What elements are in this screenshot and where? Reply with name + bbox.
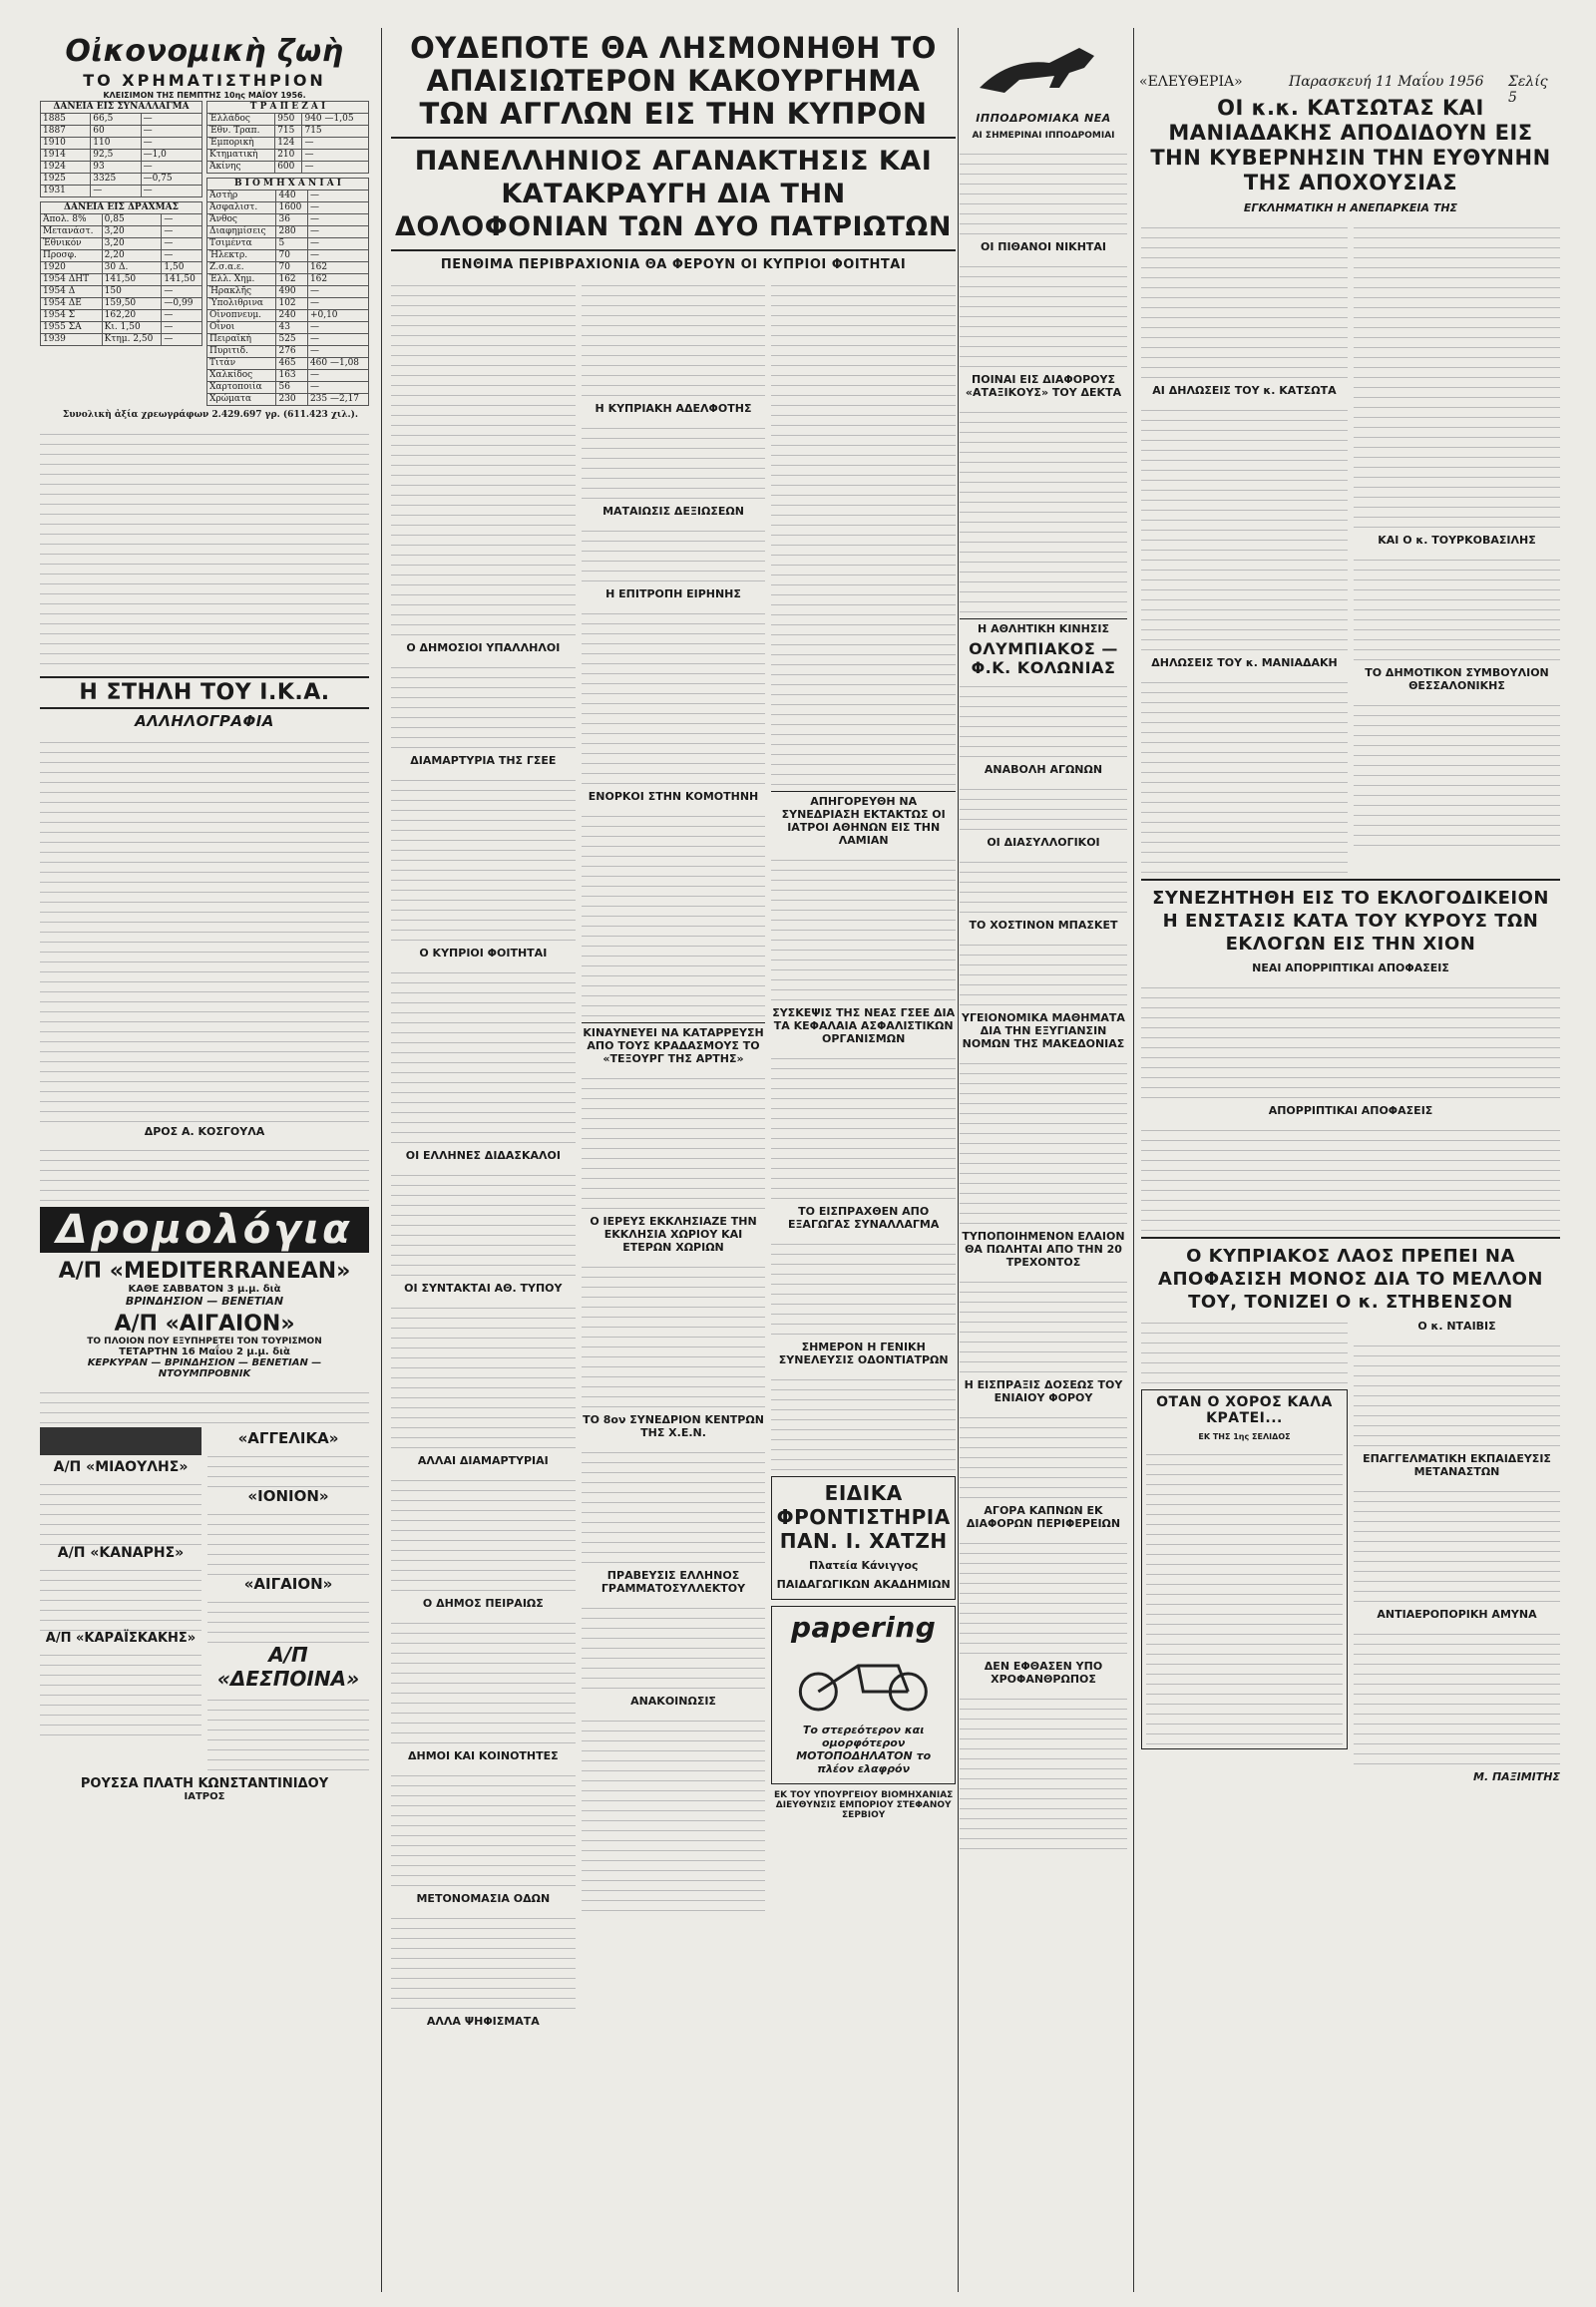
main-headline: ΟΥΔΕΠΟΤΕ ΘΑ ΛΗΣΜΟΝΗΘΗ ΤΟ ΑΠΑΙΣΙΩΤΕΡΟΝ ΚΑΚΟΥΡΓΗΜΑ ΤΩΝ ΑΓΓΛΩΝ ΕΙΣ ΤΗΝ ΚΥΠΡΟΝ xyxy=(410,31,937,131)
boxed-headline: ΠΡΑΒΕΥΣΙΣ ΕΛΛΗΝΟΣ ΓΡΑΜΜΑΤΟΣΥΛΛΕΚΤΟΥ xyxy=(600,1569,746,1595)
ika-column-title: Η ΣΤΗΛΗ ΤΟΥ Ι.Κ.Α. xyxy=(40,676,369,709)
article-text xyxy=(582,604,766,784)
divider xyxy=(1141,879,1560,881)
article-text xyxy=(582,1599,766,1689)
article-text xyxy=(391,1909,576,2009)
divider xyxy=(391,249,956,251)
article-column xyxy=(771,276,956,2032)
section-head: ΟΙ ΕΛΛΗΝΕΣ ΔΙΔΑΣΚΑΛΟΙ xyxy=(405,1149,561,1162)
article-text xyxy=(1141,1121,1560,1231)
doctor-ad-title: ΙΑΤΡΟΣ xyxy=(184,1791,225,1802)
section-head: ΤΟ ΧΟΣΤΙΝΟΝ ΜΠΑΣΚΕΤ xyxy=(969,919,1118,932)
politics-subheadline: ΕΓΚΛΗΜΑΤΙΚΗ Η ΑΝΕΠΑΡΚΕΙΑ ΤΗΣ xyxy=(1243,201,1458,214)
routes-banner: Δρομολόγια xyxy=(40,1207,369,1253)
boxed-headline: ΤΟ 8ον ΣΥΝΕΔΡΙΟΝ ΚΕΝΤΡΩΝ ΤΗΣ Χ.Ε.Ν. xyxy=(583,1413,764,1439)
dance-box-sub: ΕΚ ΤΗΣ 1ης ΣΕΛΙΔΟΣ xyxy=(1198,1432,1291,1441)
article-text xyxy=(771,1049,956,1199)
ship-details xyxy=(40,1475,201,1545)
article-column xyxy=(582,276,766,2032)
ship-details xyxy=(207,1505,369,1575)
section-head: ΟΙ ΔΙΑΣΥΛΛΟΓΙΚΟΙ xyxy=(987,836,1100,849)
article-text xyxy=(1354,551,1560,660)
section-head: ΜΑΤΑΙΩΣΙΣ ΔΕΞΙΩΣΕΩΝ xyxy=(602,505,744,518)
page-number: Σελίς 5 xyxy=(1508,74,1548,106)
cyprus-stevenson-headline: Ο ΚΥΠΡΙΑΚΟΣ ΛΑΟΣ ΠΡΕΠΕΙ ΝΑ ΑΠΟΦΑΣΙΣΗ ΜΟΝΟΣ ΔΙΑ ΤΟ ΜΕΛΛΟΝ ΤΟΥ, ΤΟΝΙΖΕΙ Ο κ. ΣΤΗΒΕΝΣΟΝ xyxy=(1158,1246,1543,1313)
article-text xyxy=(391,771,576,941)
section-head: Ο κ. ΝΤΑΙΒΙΣ xyxy=(1417,1320,1496,1333)
section-head: Η ΚΥΠΡΙΑΚΗ ΑΔΕΛΦΟΤΗΣ xyxy=(595,402,752,415)
article-text xyxy=(1146,1445,1343,1744)
article-text xyxy=(960,853,1127,913)
ship-kanaris: Α/Π «ΚΑΝΑΡΗΣ» xyxy=(57,1545,185,1561)
column-rule xyxy=(381,28,382,2292)
section-head: Ο ΔΗΜΟΣΙΟΙ ΥΠΑΛΛΗΛΟΙ xyxy=(406,641,561,654)
doctor-ad-name: ΡΟΥΣΣΑ ΠΛΑΤΗ ΚΩΝΣΤΑΝΤΙΝΙΔΟΥ xyxy=(80,1776,329,1791)
section-head: ΑΝΤΙΑΕΡΟΠΟΡΙΚΗ ΑΜΥΝΑ xyxy=(1377,1608,1537,1621)
section-head: ΕΝΟΡΚΟΙ ΣΤΗΝ ΚΟΜΟΤΗΝΗ xyxy=(588,790,759,803)
stevenson-article xyxy=(1141,1314,1560,1787)
article-text xyxy=(582,522,766,581)
article-text xyxy=(391,1299,576,1448)
paper-name: «ΕΛΕΥΘΕΡΙΑ» xyxy=(1139,74,1243,90)
article-text xyxy=(391,658,576,748)
boxed-headline: ΣΥΣΚΕΨΙΣ ΤΗΣ ΝΕΑΣ ΓΣΕΕ ΔΙΑ ΤΑ ΚΕΦΑΛΑΙΑ ΑΣΦΑΛΙΣΤΙΚΩΝ ΟΡΓΑΝΙΣΜΩΝ xyxy=(772,1006,956,1045)
total-value: Συνολικὴ ἀξία χρεωγράφων 2.429.697 γρ. (611.423 χιλ.). xyxy=(62,410,359,420)
ship-aigaion-2: «ΑΙΓΑΙΟΝ» xyxy=(243,1575,333,1593)
ship-tagline: ΤΟ ΠΛΟΙΟΝ ΠΟΥ ΕΞΥΠΗΡΕΤΕΙ ΤΟΝ ΤΟΥΡΙΣΜΟΝ xyxy=(87,1337,322,1346)
stock-exchange-title: ΤΟ ΧΡΗΜΑΤΙΣΤΗΡΙΟΝ xyxy=(83,71,326,90)
section-head: ΕΠΑΓΓΕΛΜΑΤΙΚΗ ΕΚΠΑΙΔΕΥΣΙΣ ΜΕΤΑΝΑΣΤΩΝ xyxy=(1363,1452,1551,1478)
footer-notice: ΕΚ ΤΟΥ ΥΠΟΥΡΓΕΙΟΥ ΒΙΟΜΗΧΑΝΙΑΣ ΔΙΕΥΘΥΝΣΙΣ ΕΜΠΟΡΙΟΥ ΣΤΕΦΑΝΟΥ ΣΕΡΒΙΟΥ xyxy=(774,1790,954,1820)
section-head: ΑΛΛΑΙ ΔΙΑΜΑΡΤΥΡΙΑΙ xyxy=(417,1454,549,1467)
finance-text-block xyxy=(40,425,369,672)
article-text xyxy=(1354,696,1560,846)
horse-racing-sub: ΑΙ ΣΗΜΕΡΙΝΑΙ ΙΠΠΟΔΡΟΜΙΑΙ xyxy=(972,131,1115,141)
industry-table: Β Ι Ο Μ Η Χ Α Ν Ι Α Ι Ἀστὴρ 440 — Ἀσφαλιστ. 1600 — Ἄνθος 36 — Διαφημίσεις 280 — Τσιμέντα 5 — Ἠλεκτρ. 70 — Ζ.σ.α.ε. 70 162 Ἐλλ. Χημ. 162 162 Ἡρακλῆς 490 — Ὑπολιθρινα 102 — Οἰνοπνευμ. 240 +0,10 Οἶνοι 43 — Πειραϊκὴ 525 — Πυριτιδ. 276 — Τιτάν 465 460 —1,08 Χαλκίδος 163 — Χαρτοποιία 56 — Χρώματα 230 235 —2,17 xyxy=(206,178,369,406)
ship-details xyxy=(207,1593,369,1643)
article-text xyxy=(960,1273,1127,1372)
closing-line: ΚΛΕΙΣΙΜΟΝ ΤΗΣ ΠΕΜΠΤΗΣ 10ης ΜΑΪΟΥ 1956. xyxy=(103,91,306,100)
ika-signature: ΔΡΟΣ Α. ΚΟΣΓΟΥΛΑ xyxy=(144,1125,265,1138)
divider xyxy=(391,137,956,139)
article-text xyxy=(391,1471,576,1591)
article-text xyxy=(391,1166,576,1276)
article-text xyxy=(960,145,1127,234)
divider xyxy=(1141,1237,1560,1239)
article-text xyxy=(960,403,1127,612)
section-head: Η ΑΘΛΗΤΙΚΗ ΚΙΝΗΣΙΣ xyxy=(960,618,1127,635)
section-head: ΤΥΠΟΠΟΙΗΜΕΝΟΝ ΕΛΑΙΟΝ ΘΑ ΠΩΛΗΤΑΙ ΑΠΟ ΤΗΝ 20 ΤΡΕΧΟΝΤΟΣ xyxy=(962,1230,1125,1269)
boxed-headline: ΑΝΑΚΟΙΝΩΣΙΣ xyxy=(630,1695,716,1708)
section-head: ΑΛΛΑ ΨΗΦΙΣΜΑΤΑ xyxy=(426,2015,540,2028)
article-text xyxy=(582,276,766,396)
section-head: ΥΓΕΙΟΝΟΜΙΚΑ ΜΑΘΗΜΑΤΑ ΔΙΑ ΤΗΝ ΕΞΥΓΙΑΝΣΙΝ ΝΟΜΩΝ ΤΗΣ ΜΑΚΕΔΟΝΙΑΣ xyxy=(962,1011,1125,1050)
finance-title: Οἰκονομικὴ ζωὴ xyxy=(65,34,344,69)
section-head: ΔΙΑΜΑΡΤΥΡΙΑ ΤΗΣ ΓΣΕΕ xyxy=(410,754,557,767)
article-text xyxy=(771,1235,956,1335)
ship-details xyxy=(207,1691,369,1770)
article-text xyxy=(391,963,576,1143)
ship-karaiskakis: Α/Π «ΚΑΡΑΪΣΚΑΚΗΣ» xyxy=(45,1631,197,1646)
article-text xyxy=(1141,978,1560,1098)
chios-headline: ΣΥΝΕΖΗΤΗΘΗ ΕΙΣ ΤΟ ΕΚΛΟΓΟΔΙΚΕΙΟΝ Η ΕΝΣΤΑΣΙΣ ΚΑΤΑ ΤΟΥ ΚΥΡΟΥΣ ΤΩΝ ΕΚΛΟΓΩΝ ΕΙΣ ΤΗΝ ΧΙΟΝ xyxy=(1152,888,1549,955)
stock-tables xyxy=(40,101,369,406)
section-head: ΤΟ ΔΗΜΟΤΙΚΟΝ ΣΥΜΒΟΥΛΙΟΝ ΘΕΣΣΑΛΟΝΙΚΗΣ xyxy=(1365,666,1549,692)
papering-ad-tagline: Το στερεότερον και ομορφότερον ΜΟΤΟΠΟΔΗΛΑΤΟΝ το πλέον ελαφρόν xyxy=(796,1724,932,1775)
papering-ad-logo: papering xyxy=(791,1611,937,1644)
section-head: Η ΕΠΙΤΡΟΠΗ ΕΙΡΗΝΗΣ xyxy=(605,587,741,600)
article-text xyxy=(960,1408,1127,1498)
article-text xyxy=(1354,1625,1560,1764)
article-text xyxy=(960,1534,1127,1654)
ika-text-block xyxy=(40,733,369,1122)
article-text xyxy=(1141,218,1348,378)
chios-subheadline: ΝΕΑΙ ΑΠΟΡΡΙΠΤΙΚΑΙ ΑΠΟΦΑΣΕΙΣ xyxy=(1252,961,1449,974)
dance-box-title: ΟΤΑΝ Ο ΧΟΡΟΣ ΚΑΛΑ ΚΡΑΤΕΙ... xyxy=(1156,1394,1333,1426)
third-headline: ΠΕΝΘΙΜΑ ΠΕΡΙΒΡΑΧΙΟΝΙΑ ΘΑ ΦΕΡΟΥΝ ΟΙ ΚΥΠΡΙΟΙ ΦΟΙΤΗΤΑΙ xyxy=(440,257,907,272)
article-text xyxy=(960,677,1127,757)
dance-box xyxy=(1141,1389,1348,1749)
article-text xyxy=(582,1069,766,1209)
second-headline: ΠΑΝΕΛΛΗΝΙΟΣ ΑΓΑΝΑΚΤΗΣΙΣ ΚΑΙ ΚΑΤΑΚΡΑΥΓΗ ΔΙΑ ΤΗΝ ΔΟΛΟΦΟΝΙΑΝ ΤΩΝ ΔΥΟ ΠΑΤΡΙΩΤΩΝ xyxy=(395,146,952,242)
section-head: ΜΕΤΟΝΟΜΑΣΙΑ ΟΔΩΝ xyxy=(416,1892,551,1905)
ship-details xyxy=(40,1646,201,1735)
column-sports xyxy=(960,28,1127,2292)
cyprus-article xyxy=(391,276,956,2032)
article-text xyxy=(960,936,1127,1005)
ship-aigaion: Α/Π «ΑΙΓΑΙΟΝ» xyxy=(114,1312,295,1337)
section-head: Η ΕΙΣΠΡΑΞΙΣ ΔΟΣΕΩΣ ΤΟΥ ΕΝΙΑΙΟΥ ΦΟΡΟΥ xyxy=(964,1378,1123,1404)
tutoring-ad-academy: ΠΑΙΔΑΓΩΓΙΚΩΝ ΑΚΑΔΗΜΙΩΝ xyxy=(776,1578,951,1591)
column-finance xyxy=(40,28,369,2292)
section-head: ΑΠΟΡΡΙΠΤΙΚΑΙ ΑΠΟΦΑΣΕΙΣ xyxy=(1268,1104,1433,1117)
article-text xyxy=(391,1766,576,1886)
article-text xyxy=(1354,1482,1560,1602)
ika-text-block-2 xyxy=(40,1141,369,1201)
column-rule xyxy=(1133,28,1134,2292)
ship-mediterranean: Α/Π «MEDITERRANEAN» xyxy=(58,1259,351,1284)
column-cyprus xyxy=(391,28,956,2292)
article-column xyxy=(1141,218,1348,873)
tutoring-ad xyxy=(771,1476,956,1600)
section-head: ΟΙ ΣΥΝΤΑΚΤΑΙ ΑΘ. ΤΥΠΟΥ xyxy=(404,1282,563,1295)
issue-date: Παρασκευή 11 Μαΐου 1956 xyxy=(1289,74,1484,90)
drachma-loans-table: ΔΑΝΕΙΑ ΕΙΣ ΔΡΑΧΜΑΣ Ἀπολ. 8% 0,85 — Μετανάστ. 3,20 — Ἐθνικόν 3,20 — Προσφ. 2,20 — 1920 30 Δ. 1,50 1954 ΔΗΤ 141,50 141,50 1954 Δ 150 — 1954 ΔΕ 159,50 —0,99 1954 Σ 162,20 — 1955 ΣΑ Κι. 1,50 — 1939 Κτημ. 2,50 — xyxy=(40,201,202,346)
article-text xyxy=(960,257,1127,367)
ship-logo xyxy=(40,1427,201,1455)
article-signature: Μ. ΠΑΞΙΜΙΤΗΣ xyxy=(1473,1770,1560,1783)
ika-subtitle: ΑΛΛΗΛΟΓΡΑΦΙΑ xyxy=(135,712,274,730)
section-head: ΑΝΑΒΟΛΗ ΑΓΩΝΩΝ xyxy=(984,763,1103,776)
table-header: Β Ι Ο Μ Η Χ Α Ν Ι Α Ι xyxy=(207,179,369,191)
horse-racing-title: ΙΠΠΟΔΡΟΜΙΑΚΑ ΝΕΑ xyxy=(976,112,1111,125)
article-text xyxy=(391,1614,576,1743)
ship-route: ΚΕΡΚΥΡΑΝ — ΒΡΙΝΔΗΣΙΟΝ — ΒΕΝΕΤΙΑΝ — ΝΤΟΥΜΠΡΟΒΝΙΚ xyxy=(87,1357,322,1379)
article-text xyxy=(582,807,766,1016)
boxed-headline: Ο ΙΕΡΕΥΣ ΕΚΚΛΗΣΙΑΖΕ ΤΗΝ ΕΚΚΛΗΣΙΑ ΧΩΡΙΟΥ ΚΑΙ ΕΤΕΡΩΝ ΧΩΡΙΩΝ xyxy=(590,1215,757,1254)
papering-ad xyxy=(771,1606,956,1784)
article-column xyxy=(1354,218,1560,873)
article-column xyxy=(1354,1314,1560,1787)
ship-route: ΒΡΙΝΔΗΣΙΟΝ — ΒΕΝΕΤΙΑΝ xyxy=(125,1295,284,1308)
boxed-headline: ΑΠΗΓΟΡΕΥΘΗ ΝΑ ΣΥΝΕΔΡΙΑΣΗ ΕΚΤΑΚΤΩΣ ΟΙ ΙΑΤΡΟΙ ΑΘΗΝΩΝ ΕΙΣ ΤΗΝ ΛΑΜΙΑΝ xyxy=(771,791,956,847)
table-header: ΔΑΝΕΙΑ ΕΙΣ ΔΡΑΧΜΑΣ xyxy=(41,202,202,214)
politics-headline: ΟΙ κ.κ. ΚΑΤΣΩΤΑΣ ΚΑΙ ΜΑΝΙΑΔΑΚΗΣ ΑΠΟΔΙΔΟΥΝ ΕΙΣ ΤΗΝ ΚΥΒΕΡΝΗΣΙΝ ΤΗΝ ΕΥΘΥΝΗΝ ΤΗΣ ΑΠΟΧΟΥΣΙΑΣ xyxy=(1150,96,1551,194)
article-text xyxy=(771,276,956,785)
column-politics xyxy=(1141,96,1560,2290)
ship-ads-grid xyxy=(40,1427,369,1770)
banks-table: Τ Ρ Α Π Ε Ζ Α Ι Ἑλλάδος 950 940 —1,05 Ἐθν. Τραπ. 715 715 Ἐμπορικὴ 124 — Κτηματικὴ 210 — Ἀκίνης 600 — xyxy=(206,101,369,174)
section-head: ΔΗΛΩΣΕΙΣ ΤΟΥ κ. ΜΑΝΙΑΔΑΚΗ xyxy=(1151,656,1338,669)
article-text xyxy=(1354,218,1560,528)
article-column xyxy=(1141,1314,1348,1787)
politics-article xyxy=(1141,218,1560,873)
loans-table: ΔΑΝΕΙΑ ΕΙΣ ΣΥΝΑΛΛΑΓΜΑ 1885 66,5 — 1887 60 — 1910 110 — 1914 92,5 —1,0 1924 93 — 1925 3325 —0,75 1931 — — xyxy=(40,101,202,197)
ship-details xyxy=(207,1447,369,1487)
ship-despoina: Α/Π «ΔΕΣΠΟΙΝΑ» xyxy=(216,1643,360,1691)
ship-details xyxy=(40,1383,369,1423)
ship-schedule: ΚΑΘΕ ΣΑΒΒΑΤΟΝ 3 μ.μ. διὰ xyxy=(128,1284,281,1295)
article-text xyxy=(1141,401,1348,650)
article-text xyxy=(771,851,956,1000)
section-head: ΚΑΙ Ο κ. ΤΟΥΡΚΟΒΑΣΙΛΗΣ xyxy=(1378,534,1536,547)
article-text xyxy=(582,419,766,499)
column-rule xyxy=(958,28,959,2292)
article-text xyxy=(960,1054,1127,1224)
ship-angelika: «ΑΓΓΕΛΙΚΑ» xyxy=(237,1429,339,1447)
moped-icon xyxy=(776,1644,951,1714)
tutoring-ad-address: Πλατεία Κάνιγγος xyxy=(808,1559,919,1572)
article-text xyxy=(960,780,1127,830)
horse-race-illustration xyxy=(960,28,1127,108)
table-header: ΔΑΝΕΙΑ ΕΙΣ ΣΥΝΑΛΛΑΓΜΑ xyxy=(41,102,202,114)
section-head: ΔΗΜΟΙ ΚΑΙ ΚΟΙΝΟΤΗΤΕΣ xyxy=(408,1749,559,1762)
article-text xyxy=(582,1443,766,1563)
section-head: ΔΕΝ ΕΦΘΑΣΕΝ ΥΠΟ ΧΡΟΦΑΝΘΡΩΠΟΣ xyxy=(984,1660,1103,1686)
boxed-headline: ΣΗΜΕΡΟΝ Η ΓΕΝΙΚΗ ΣΥΝΕΛΕΥΣΙΣ ΟΔΟΝΤΙΑΤΡΩΝ xyxy=(778,1341,949,1366)
article-text xyxy=(1141,673,1348,873)
article-column xyxy=(391,276,576,2032)
table-header: Τ Ρ Α Π Ε Ζ Α Ι xyxy=(207,102,369,114)
section-head: ΠΟΙΝΑΙ ΕΙΣ ΔΙΑΦΟΡΟΥΣ «ΑΤΑΞΙΚΟΥΣ» ΤΟΥ ΔΕΚΤΑ xyxy=(965,373,1122,399)
article-text xyxy=(1141,1314,1348,1383)
ship-miaoulis: Α/Π «ΜΙΑΟΥΛΗΣ» xyxy=(53,1459,189,1475)
article-text xyxy=(960,1690,1127,1849)
section-head: Ο ΚΥΠΡΙΟΙ ΦΟΙΤΗΤΑΙ xyxy=(419,947,548,960)
section-head: ΑΙ ΔΗΛΩΣΕΙΣ ΤΟΥ κ. ΚΑΤΣΩΤΑ xyxy=(1152,384,1337,397)
article-text xyxy=(391,276,576,635)
section-head: Ο ΔΗΜΟΣ ΠΕΙΡΑΙΩΣ xyxy=(422,1597,544,1610)
boxed-headline: ΤΟ ΕΙΣΠΡΑΧΘΕΝ ΑΠΟ ΕΞΑΓΩΓΑΣ ΣΥΝΑΛΛΑΓΜΑ xyxy=(787,1205,940,1231)
article-text xyxy=(771,1370,956,1470)
ship-ionion: «ΙΟΝΙΟΝ» xyxy=(247,1487,329,1505)
tutoring-ad-title: ΕΙΔΙΚΑ ΦΡΟΝΤΙΣΤΗΡΙΑ ΠΑΝ. Ι. ΧΑΤΖΗ xyxy=(776,1481,951,1553)
ship-details xyxy=(40,1561,201,1631)
section-head: ΑΓΟΡΑ ΚΑΠΝΩΝ ΕΚ ΔΙΑΦΟΡΩΝ ΠΕΡΙΦΕΡΕΙΩΝ xyxy=(966,1504,1121,1530)
match-title: ΟΛΥΜΠΙΑΚΟΣ — Φ.Κ. ΚΟΛΩΝΙΑΣ xyxy=(969,639,1118,677)
article-text xyxy=(1354,1337,1560,1446)
boxed-headline: ΚΙΝΑΥΝΕΥΕΙ ΝΑ ΚΑΤΑΡΡΕΥΣΗ ΑΠΟ ΤΟΥΣ ΚΡΑΔΑΣΜΟΥΣ ΤΟ «ΤΕΞΟΥΡΓ ΤΗΣ ΑΡΤΗΣ» xyxy=(582,1022,766,1065)
article-text xyxy=(582,1258,766,1407)
article-text xyxy=(582,1712,766,1911)
ship-schedule: ΤΕΤΑΡΤΗΝ 16 Μαΐου 2 μ.μ. διὰ xyxy=(119,1346,290,1357)
section-head: ΟΙ ΠΙΘΑΝΟΙ ΝΙΚΗΤΑΙ xyxy=(980,240,1107,253)
